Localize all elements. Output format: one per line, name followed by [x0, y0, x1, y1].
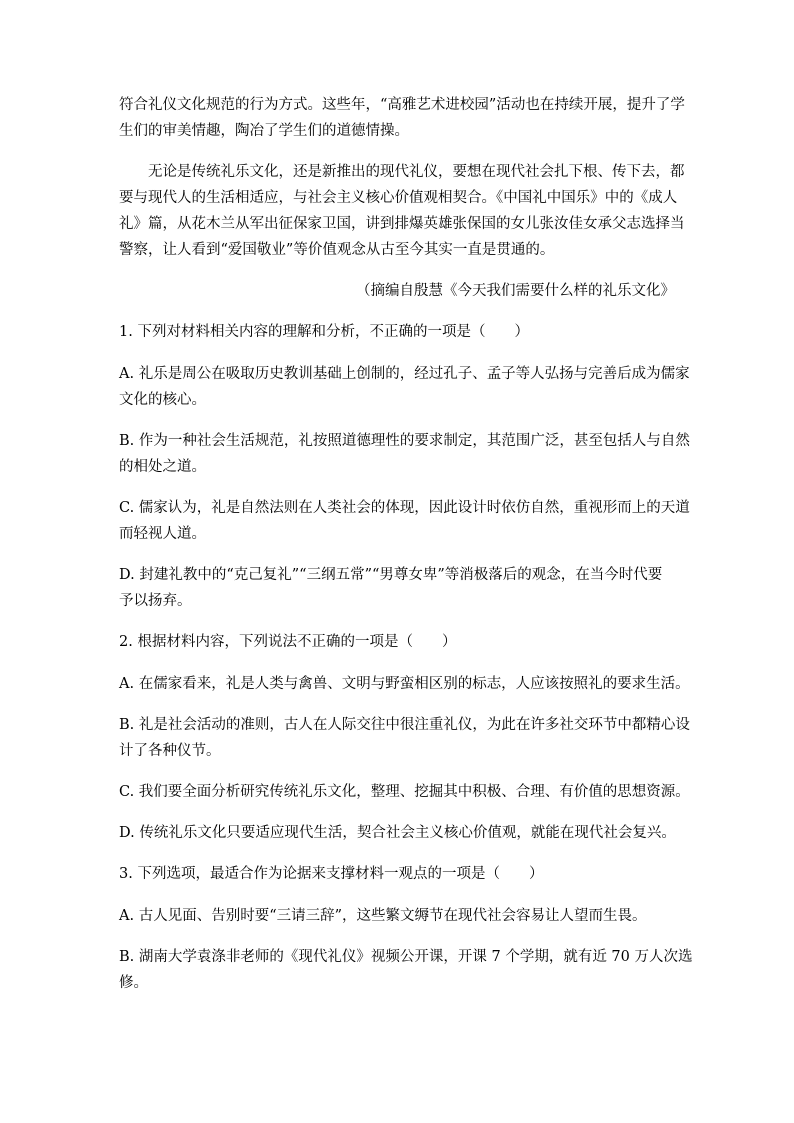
question-stem: 2. 根据材料内容，下列说法不正确的一项是（ ） [119, 634, 457, 650]
question-2-option-c [119, 779, 690, 805]
source-line: （摘编自殷慧《今天我们需要什么样的礼乐文化》 [356, 283, 675, 299]
option-line: 予以扬弃。 [119, 593, 192, 609]
question-2-option-a [119, 671, 690, 697]
text-line: 符合礼仪文化规范的行为方式。这些年，“高雅艺术进校园”活动也在持续开展，提升了学 [119, 97, 685, 113]
question-1-option-a [119, 361, 690, 413]
option-line: A. 礼乐是周公在吸取历史教训基础上创制的，经过孔子、孟子等人弘扬与完善后成为儒家 [119, 366, 690, 382]
text-line: 要与现代人的生活相适应，与社会主义核心价值观相契合。《中国礼中国乐》中的《成人 [119, 190, 678, 206]
question-3-option-b [119, 944, 693, 996]
question-stem: 3. 下列选项，最适合作为论据来支撑材料一观点的一项是（ ） [119, 866, 544, 882]
option-line: C. 我们要全面分析研究传统礼乐文化，整理、挖掘其中积极、合理、有价值的思想资源。 [119, 784, 690, 800]
option-line: 计了各种仪节。 [119, 743, 221, 759]
text-line: 警察，让人看到“爱国敬业”等价值观念从古至今其实一直是贯通的。 [119, 242, 555, 258]
text-line: 无论是传统礼乐文化，还是新推出的现代礼仪，要想在现代社会扎下根、传下去，都 [148, 164, 685, 180]
option-line: B. 作为一种社会生活规范，礼按照道德理性的要求制定，其范围广泛，甚至包括人与自然 [119, 433, 690, 449]
text-line: 生们的审美情趣，陶冶了学生们的道德情操。 [119, 123, 409, 139]
option-line: 文化的核心。 [119, 392, 206, 408]
text-line: 礼》篇，从花木兰从军出征保家卫国，讲到排爆英雄张保国的女儿张汝佳女承父志选择当 [119, 216, 685, 232]
question-stem: 1. 下列对材料相关内容的理解和分析，不正确的一项是（ ） [119, 324, 529, 340]
source-citation [119, 278, 675, 304]
option-line: D. 封建礼教中的“克己复礼”“三纲五常”“男尊女卑”等消极落后的观念，在当今时代要 [119, 567, 663, 583]
question-1-option-d [119, 562, 675, 614]
question-3-option-a [119, 903, 675, 929]
question-1-option-b [119, 428, 690, 480]
option-line: B. 礼是社会活动的准则，古人在人际交往中很注重礼仪，为此在许多社交环节中都精心设 [119, 717, 690, 733]
option-line: 的相处之道。 [119, 459, 206, 475]
option-line: 修。 [119, 975, 148, 991]
question-1-stem [119, 319, 675, 345]
option-line: B. 湖南大学袁涤非老师的《现代礼仪》视频公开课，开课 7 个学期，就有近 70 万人次选 [119, 949, 693, 965]
question-2-option-d [119, 820, 675, 846]
question-2-option-b [119, 712, 690, 764]
question-3-stem [119, 861, 675, 887]
option-line: A. 古人见面、告别时要“三请三辞”，这些繁文缛节在现代社会容易让人望而生畏。 [119, 908, 647, 924]
option-line: A. 在儒家看来，礼是人类与禽兽、文明与野蛮相区别的标志，人应该按照礼的要求生活。 [119, 676, 690, 692]
paragraph-1 [119, 92, 685, 144]
option-line: C. 儒家认为，礼是自然法则在人类社会的体现，因此设计时依仿自然，重视形而上的天道 [119, 500, 690, 516]
paragraph-2 [119, 159, 685, 263]
question-2-stem [119, 629, 675, 655]
document-page [119, 92, 693, 1011]
question-1-option-c [119, 495, 690, 547]
option-line: D. 传统礼乐文化只要适应现代生活，契合社会主义核心价值观，就能在现代社会复兴。 [119, 825, 676, 841]
option-line: 而轻视人道。 [119, 526, 206, 542]
